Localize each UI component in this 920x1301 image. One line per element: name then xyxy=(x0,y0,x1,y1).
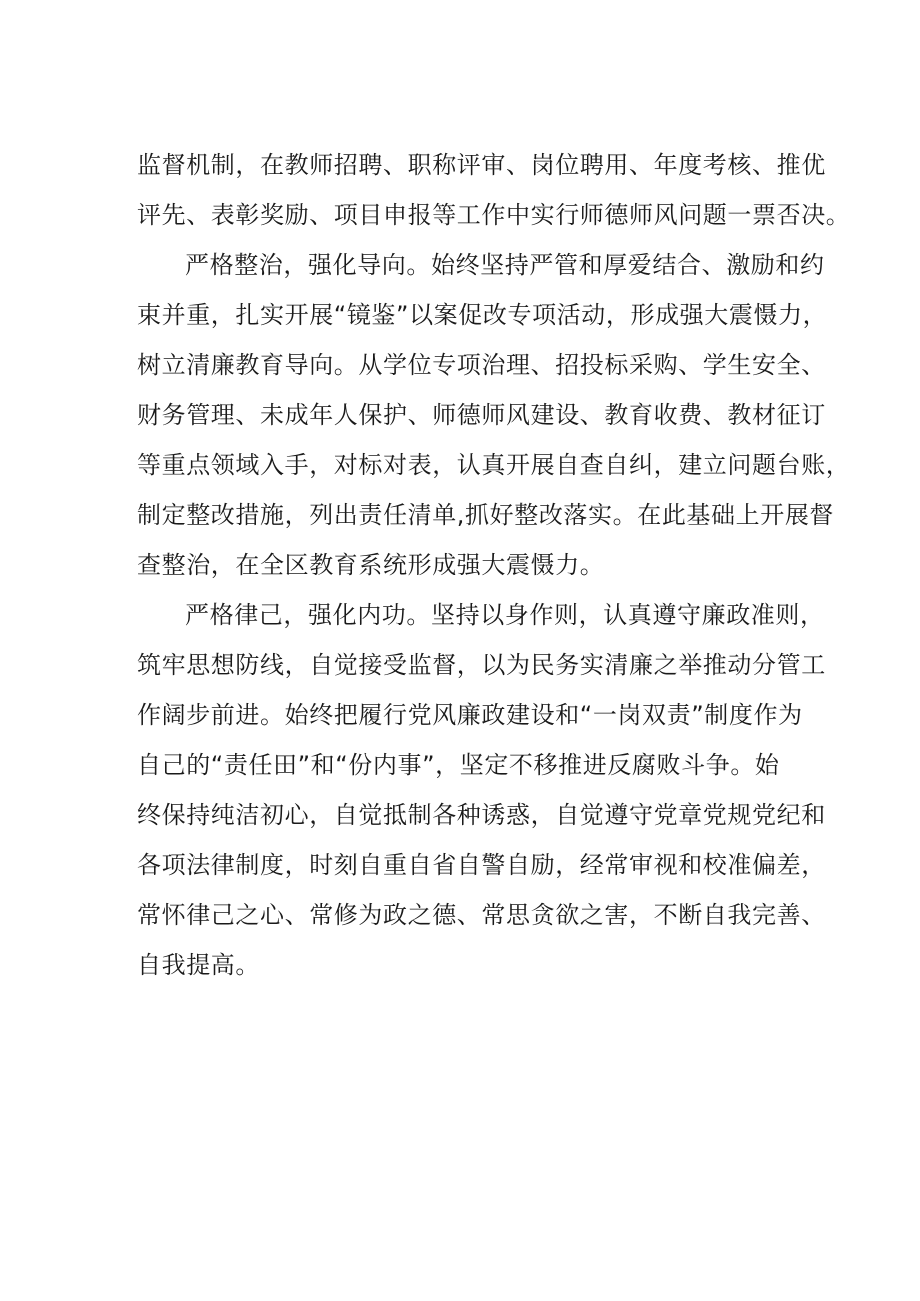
text-line: 终保持纯洁初心，自觉抵制各种诱惑，自觉遵守党章党规党纪和 xyxy=(137,801,826,829)
text-line: 各项法律制度，时刻自重自省自警自励，经常审视和校准偏差， xyxy=(137,851,826,879)
text-line: 严格整治，强化导向。始终坚持严管和厚爱结合、激励和约 xyxy=(185,251,825,279)
text-line: 自我提高。 xyxy=(137,951,260,979)
text-line: 等重点领域入手，对标对表，认真开展自查自纠，建立问题台账， xyxy=(137,451,851,479)
text-line: 严格律己，强化内功。坚持以身作则，认真遵守廉政准则， xyxy=(185,601,825,629)
text-line: 筑牢思想防线，自觉接受监督，以为民务实清廉之举推动分管工 xyxy=(137,651,826,679)
text-line: 常怀律己之心、常修为政之德、常思贪欲之害，不断自我完善、 xyxy=(137,901,826,929)
text-line: 束并重，扎实开展“镜鉴”以案促改专项活动，形成强大震慑力， xyxy=(137,301,828,329)
text-line: 作阔步前进。始终把履行党风廉政建设和“一岗双责”制度作为 xyxy=(137,701,803,729)
text-line: 监督机制，在教师招聘、职称评审、岗位聘用、年度考核、推优 xyxy=(137,151,826,179)
text-line: 财务管理、未成年人保护、师德师风建设、教育收费、教材征订 xyxy=(137,401,826,429)
text-line: 查整治，在全区教育系统形成强大震慑力。 xyxy=(137,551,605,579)
text-line: 评先、表彰奖励、项目申报等工作中实行师德师风问题一票否决。 xyxy=(137,201,851,229)
text-line: 制定整改措施，列出责任清单,抓好整改落实。在此基础上开展督 xyxy=(137,501,835,529)
text-line: 自己的“责任田”和“份内事”，坚定不移推进反腐败斗争。始 xyxy=(137,751,780,779)
text-line: 树立清廉教育导向。从学位专项治理、招投标采购、学生安全、 xyxy=(137,351,826,379)
